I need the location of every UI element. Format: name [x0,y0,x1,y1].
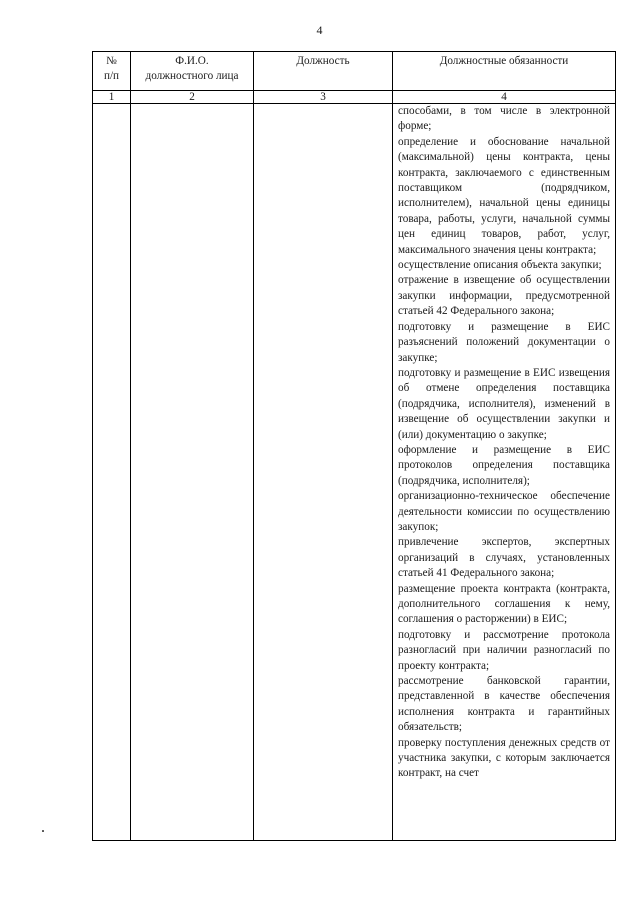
duty-item: подготовку и размещение в ЕИС разъяснений положений документации о закупке; [398,320,610,364]
scan-speck [42,830,44,832]
duty-item: способами, в том числе в электронной форме; [398,105,610,133]
duty-item: оформление и размещение в ЕИС протоколов определения поставщика (подрядчика, исполнителя); [398,443,610,487]
table-header-row [93,52,616,91]
column-number-1: 1 [93,91,131,104]
duty-item: подготовку и размещение в ЕИС извещения об отмене определения поставщика (подрядчика, исполнителя), изменений в извещение об осуществлении закупки и (или) документацию о закупке; [398,366,610,441]
duty-item: подготовку и рассмотрение протокола разногласий при наличии разногласий по проекту контракта; [398,628,610,672]
header-number: № п/п [93,52,131,91]
duty-item: проверку поступления денежных средств от участника закупки, с которым заключается контракт, на счет [398,736,610,780]
duty-item: определение и обоснование начальной (максимальной) цены контракта, цены контракта, заключаемого с единственным поставщиком (подрядчиком, исполнителем), начальной цены единицы товара, работы, услуги, начальной суммы цен единиц товаров, работ, услуг, максимального значения цены контракта; [398,135,610,256]
duty-item: рассмотрение банковской гарантии, представленной в качестве обеспечения исполнения контракта и гарантийных обязательств; [398,675,610,734]
duty-item: привлечение экспертов, экспертных организаций в случаях, установленных статьей 41 Федерального закона; [398,536,610,580]
column-number-3: 3 [254,91,393,104]
duties-table [92,51,616,841]
column-number-4: 4 [393,91,616,104]
table-row [93,104,616,841]
header-full-name: Ф.И.О. должностного лица [131,52,254,91]
header-position: Должность [254,52,393,91]
cell-position [254,104,393,841]
column-number-2: 2 [131,91,254,104]
cell-number [93,104,131,841]
duty-item: организационно-техническое обеспечение деятельности комиссии по осуществлению закупок; [398,490,610,533]
cell-duties [393,104,616,841]
column-numbers-row [93,91,616,104]
header-duties: Должностные обязанности [393,52,616,91]
duty-item: осуществление описания объекта закупки; [398,259,602,272]
duty-item: размещение проекта контракта (контракта, дополнительного соглашения к нему, соглашения о расторжении) в ЕИС; [398,582,610,626]
duty-item: отражение в извещение об осуществлении закупки информации, предусмотренной статьей 42 Федерального закона; [398,274,610,318]
cell-full-name [131,104,254,841]
page-number: 4 [316,23,323,37]
